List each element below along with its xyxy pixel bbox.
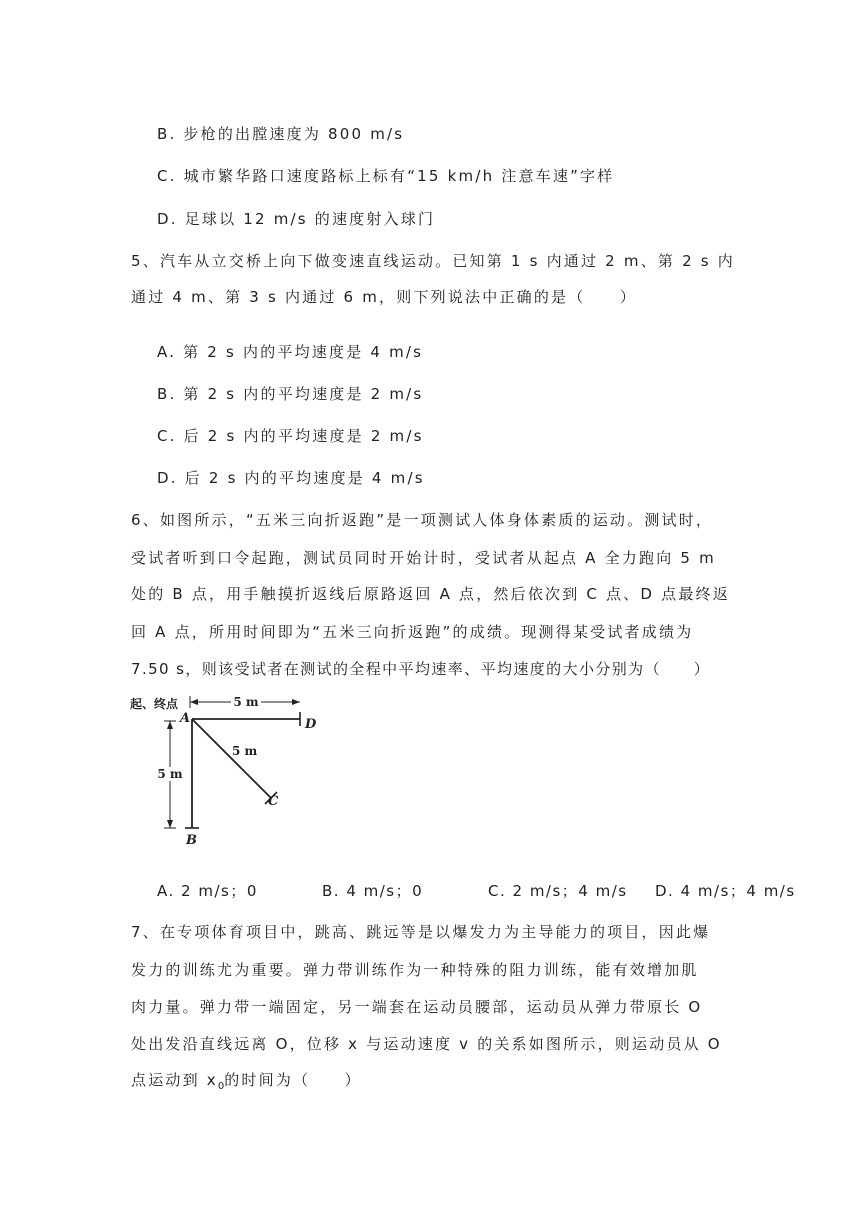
- q6-option-a: A. 2 m/s；0: [157, 882, 258, 900]
- q4-option-d: D. 足球以 12 m/s 的速度射入球门: [157, 210, 436, 228]
- q7-stem-line3: 肉力量。弹力带一端固定，另一端套在运动员腰部，运动员从弹力带原长 O: [131, 998, 703, 1016]
- left-dim-arrow-bottom: [167, 820, 173, 828]
- q7-line5-pre: 点运动到 x: [131, 1071, 218, 1089]
- point-d-label: D: [305, 717, 317, 732]
- q5-stem-line2: 通过 4 m、第 3 s 内通过 6 m，则下列说法中正确的是（ ）: [131, 288, 638, 306]
- start-finish-label: 起、终点: [130, 697, 179, 711]
- left-dimension-label: 5 m: [157, 767, 183, 781]
- q6-option-d: D. 4 m/s；4 m/s: [655, 882, 796, 900]
- q7-stem-line5: [131, 1070, 362, 1097]
- top-dimension-label: 5 m: [233, 695, 259, 709]
- q6-option-c: C. 2 m/s；4 m/s: [488, 882, 628, 900]
- q7-line5-subscript: 0: [217, 1081, 225, 1092]
- q5-option-b: B. 第 2 s 内的平均速度是 2 m/s: [157, 385, 424, 403]
- q6-stem-line3: 处的 B 点，用手触摸折返线后原路返回 A 点，然后依次到 C 点、D 点最终返: [131, 585, 730, 603]
- diagonal-dimension-label: 5 m: [232, 744, 258, 758]
- segment-a-c: [192, 719, 271, 798]
- q5-option-a: A. 第 2 s 内的平均速度是 4 m/s: [157, 343, 424, 361]
- q7-stem-line2: 发力的训练尤为重要。弹力带训练作为一种特殊的阻力训练，能有效增加肌: [131, 961, 699, 979]
- q6-stem-line4: 回 A 点，所用时间即为“五米三向折返跑”的成绩。现测得某受试者成绩为: [131, 623, 694, 641]
- q4-option-b: B. 步枪的出膛速度为 800 m/s: [157, 125, 405, 143]
- q4-option-c: C. 城市繁华路口速度路标上标有“15 km/h 注意车速”字样: [157, 167, 615, 185]
- point-b-label: B: [186, 833, 197, 848]
- left-dim-arrow-top: [167, 721, 173, 729]
- q6-option-b: B. 4 m/s；0: [322, 882, 424, 900]
- top-dim-arrow-right: [292, 699, 300, 705]
- top-dim-arrow-left: [190, 699, 198, 705]
- q7-stem-line4: 处出发沿直线远离 O，位移 x 与运动速度 v 的关系如图所示，则运动员从 O: [131, 1035, 722, 1053]
- shuttle-run-diagram: [128, 688, 318, 848]
- q6-stem-line5: 7.50 s，则该受试者在测试的全程中平均速率、平均速度的大小分别为（ ）: [131, 660, 711, 678]
- point-a-label: A: [180, 711, 191, 726]
- q5-option-d: D. 后 2 s 内的平均速度是 4 m/s: [157, 469, 425, 487]
- q5-stem-line1: 5、汽车从立交桥上向下做变速直线运动。已知第 1 s 内通过 2 m、第 2 s 内: [131, 252, 735, 270]
- q5-option-c: C. 后 2 s 内的平均速度是 2 m/s: [157, 427, 424, 445]
- q6-stem-line2: 受试者听到口令起跑，测试员同时开始计时，受试者从起点 A 全力跑向 5 m: [131, 549, 716, 567]
- q6-stem-line1: 6、如图所示，“五米三向折返跑”是一项测试人体身体素质的运动。测试时，: [131, 511, 714, 529]
- point-c-label: C: [268, 794, 279, 809]
- q7-line5-post: 的时间为（ ）: [224, 1071, 362, 1089]
- q7-stem-line1: 7、在专项体育项目中，跳高、跳远等是以爆发力为主导能力的项目，因此爆: [131, 923, 711, 941]
